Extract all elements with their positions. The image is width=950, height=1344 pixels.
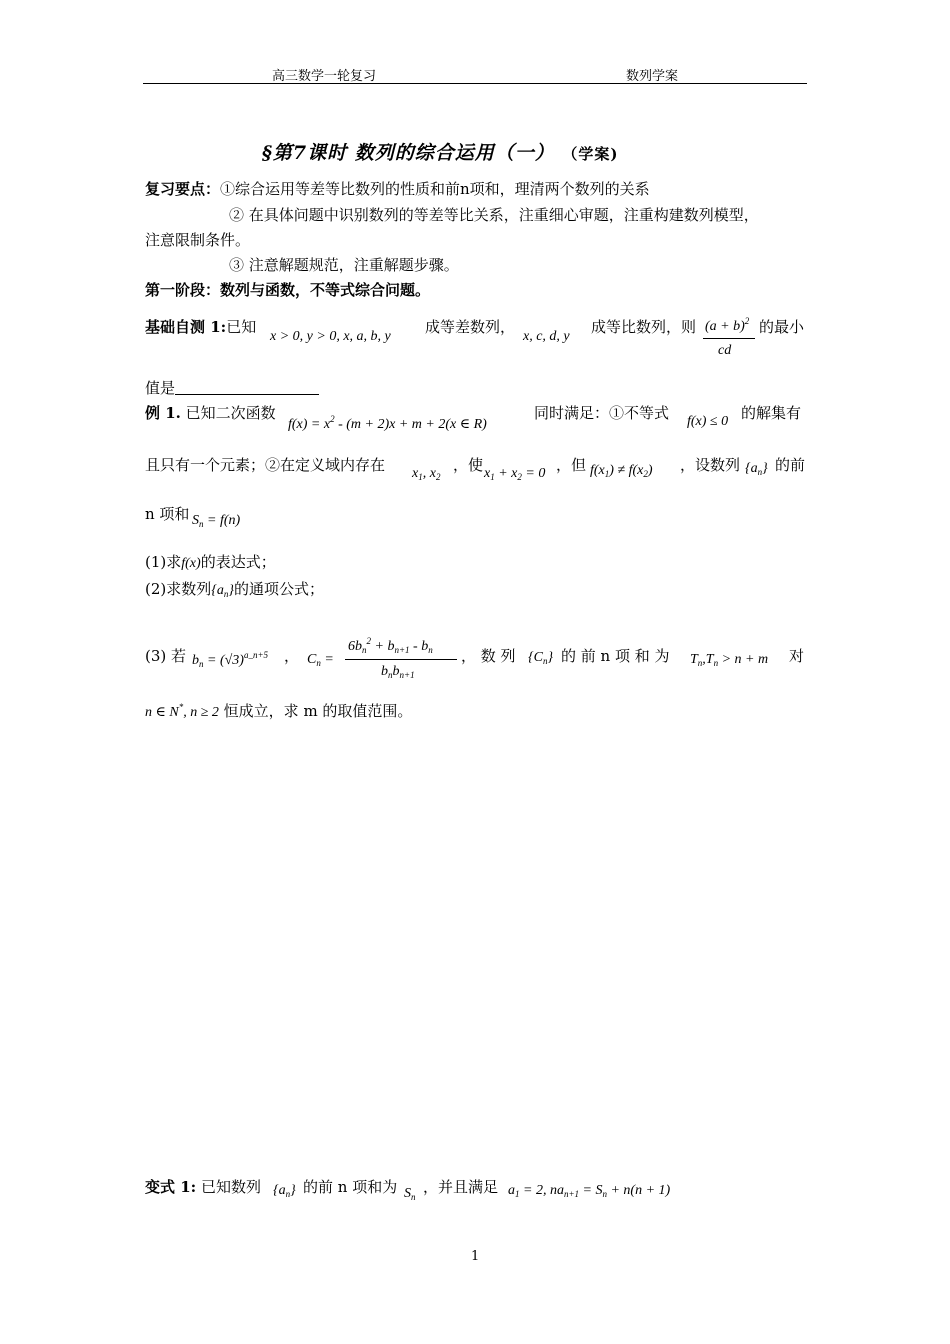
header-left: 高三数学一轮复习: [272, 69, 377, 84]
q4-text: 恒成立，求 m 的取值范围。: [223, 702, 413, 720]
sn-s: S: [192, 513, 199, 528]
question-3-tail: 的 前 n 项 和 为: [561, 647, 670, 665]
q3-cond: > n + m: [718, 652, 769, 667]
review-point-2-line1: ② 在具体问题中识别数列的等差等比关系，注重细心审题，注重构建数列模型，: [229, 206, 759, 224]
basic-text1: 已知: [226, 318, 257, 336]
example-label: 例 1.: [145, 404, 181, 422]
q1-post: 的表达式；: [200, 553, 276, 571]
q4-star: *: [178, 702, 184, 712]
example-text9: n 项和: [145, 505, 190, 523]
sum-x1: x: [484, 466, 491, 481]
variant-text1: 已知数列: [200, 1178, 261, 1196]
example-func-a: f(x) = x: [288, 417, 331, 432]
example-text2: 同时满足：①不等式: [534, 404, 670, 422]
review-point-1: [145, 178, 650, 199]
basic-frac-sup: 2: [744, 316, 750, 326]
variant-text2: 的前 n 项和为: [303, 1178, 398, 1196]
sum-zero: = 0: [525, 466, 546, 481]
q2-seq-a: a: [216, 583, 224, 598]
review-point-2-line2: 注意限制条件。: [145, 231, 251, 249]
question-3-pre: (3) 若: [145, 647, 187, 665]
example-inequality: f(x) ≤ 0: [687, 414, 729, 429]
example-neq: $f(x_1) \ne f(x_2)$: [590, 463, 653, 479]
review-point-3: ③ 注意解题规范，注重解题步骤。: [229, 256, 459, 274]
q2-pre: (2)求数列: [145, 580, 212, 598]
q3-b: b: [192, 653, 199, 668]
q3-b-sup: a_n+5: [243, 650, 269, 660]
question-2: [145, 578, 324, 599]
basic-math-2: x, c, d, y: [523, 329, 570, 344]
q2-seq: $\{a_n\}$: [211, 583, 234, 599]
basic-text2: 成等差数列，: [425, 318, 516, 336]
variant-text3: ，并且满足: [423, 1178, 499, 1196]
variant-seq: $\{a_n\}$: [273, 1183, 296, 1199]
question-1: [145, 551, 276, 572]
example-text8: 的前: [775, 456, 806, 474]
x2: x: [429, 466, 436, 481]
q4-math: n ∈ N: [145, 705, 179, 720]
q3-t2: T: [705, 652, 714, 667]
x1: x: [412, 466, 419, 481]
basic-frac-num: (a + b): [705, 319, 745, 334]
question-3-c: $C_n$ =: [307, 652, 334, 668]
variant-label: 变式 1:: [145, 1178, 197, 1196]
question-3-b: $b_n = (√3)^{a\_n+5}$: [192, 650, 269, 669]
basic-frac-line: [703, 338, 755, 339]
variant-math: $a_1 = 2$, $na_{n+1} = S_n + n(n + 1)$: [508, 1183, 671, 1199]
example-text7: ，设数列: [680, 456, 741, 474]
question-3-frac-den: $b_nb_{n+1}$: [381, 664, 415, 680]
sum-x2: x: [511, 466, 518, 481]
neq-sign: ≠: [617, 463, 626, 478]
question-3-line2: [145, 700, 412, 721]
page-title: [262, 138, 619, 165]
q3-cn: C: [533, 650, 543, 665]
question-3-frac-line: [345, 659, 457, 660]
title-main: §第7课时 数列的综合运用（一）: [262, 142, 555, 164]
header-right: 数列学案: [626, 69, 679, 84]
review-point-1-text: ①综合运用等差等比数列的性质和前n项和，理清两个数列的关系: [220, 180, 650, 198]
example-1-line1: [145, 402, 276, 423]
answer-blank[interactable]: [175, 380, 319, 395]
seq-a: a: [750, 461, 758, 476]
basic-answer-line: [145, 377, 319, 398]
q3-num-b: + b: [371, 639, 395, 654]
example-text1: 已知二次函数: [185, 404, 276, 422]
q3-c: C: [307, 652, 317, 667]
review-label: 复习要点：: [145, 180, 221, 198]
variant-math-c: + n(n + 1): [606, 1183, 671, 1198]
q4-math2: , n ≥ 2: [183, 705, 219, 720]
variant-math-b: = S: [579, 1183, 603, 1198]
example-func-sup: 2: [330, 414, 335, 424]
question-3-frac-num: $6b_n^2 + b_{n+1} - b_n$: [348, 636, 433, 655]
example-seq: $\{a_n\}$: [745, 461, 768, 477]
variant-seq-a: a: [278, 1183, 286, 1198]
example-func-b: - (m + 2)x + m + 2(x ∈ R): [334, 417, 487, 432]
title-tag: （学案): [562, 145, 619, 163]
q3-den-b: b: [392, 664, 400, 679]
example-vars: $x_1$, $x_2$: [412, 466, 441, 482]
example-sum: $x_1 + x_2 = 0$: [484, 466, 546, 482]
basic-label: 基础自测 1:: [145, 318, 227, 336]
basic-text3: 成等比数列，则: [591, 318, 697, 336]
question-3-comma: ，: [284, 647, 300, 665]
variant-math-a: = 2, na: [523, 1183, 564, 1198]
basic-text5: 值是: [145, 379, 176, 397]
q1-math: f(x): [181, 556, 201, 571]
page-number: 1: [471, 1249, 480, 1264]
example-text3: 的解集有: [741, 404, 802, 422]
example-text4: 且只有一个元素；②在定义域内存在: [145, 456, 386, 474]
example-text5: ，使: [453, 456, 484, 474]
q3-num-a: 6b: [348, 639, 362, 654]
variant-sn-s: S: [404, 1186, 411, 1201]
basic-math-1: x > 0, y > 0, x, a, b, y: [270, 329, 391, 344]
basic-test-1: [145, 316, 256, 337]
variant-sn: $S_n$: [404, 1186, 416, 1202]
q3-t1: T: [690, 652, 698, 667]
q1-pre: (1)求: [145, 553, 182, 571]
q3-num-c: - b: [409, 639, 429, 654]
basic-frac-denominator: cd: [718, 343, 732, 358]
header-rule: [143, 83, 807, 84]
question-3-cn: $\{C_n\}$: [528, 650, 554, 666]
basic-frac-numerator: [705, 316, 749, 335]
variant-1: [145, 1176, 261, 1197]
question-3-mid: ， 数 列: [461, 647, 516, 665]
sn-rest: = f(n): [203, 513, 241, 528]
example-sn: $S_n = f(n)$: [192, 513, 241, 529]
stage-1-heading: 第一阶段：数列与函数，不等式综合问题。: [145, 281, 431, 299]
q2-post: 的通项公式；: [233, 580, 324, 598]
question-3-t: $T_n,T_n > n + m$: [690, 652, 769, 668]
example-text6: ，但: [556, 456, 587, 474]
q3-b-rest: = (√3): [203, 653, 244, 668]
q3-den-a: b: [381, 664, 388, 679]
question-3-dui: 对: [789, 647, 805, 665]
basic-text4: 的最小: [759, 318, 805, 336]
example-function: [288, 414, 487, 433]
